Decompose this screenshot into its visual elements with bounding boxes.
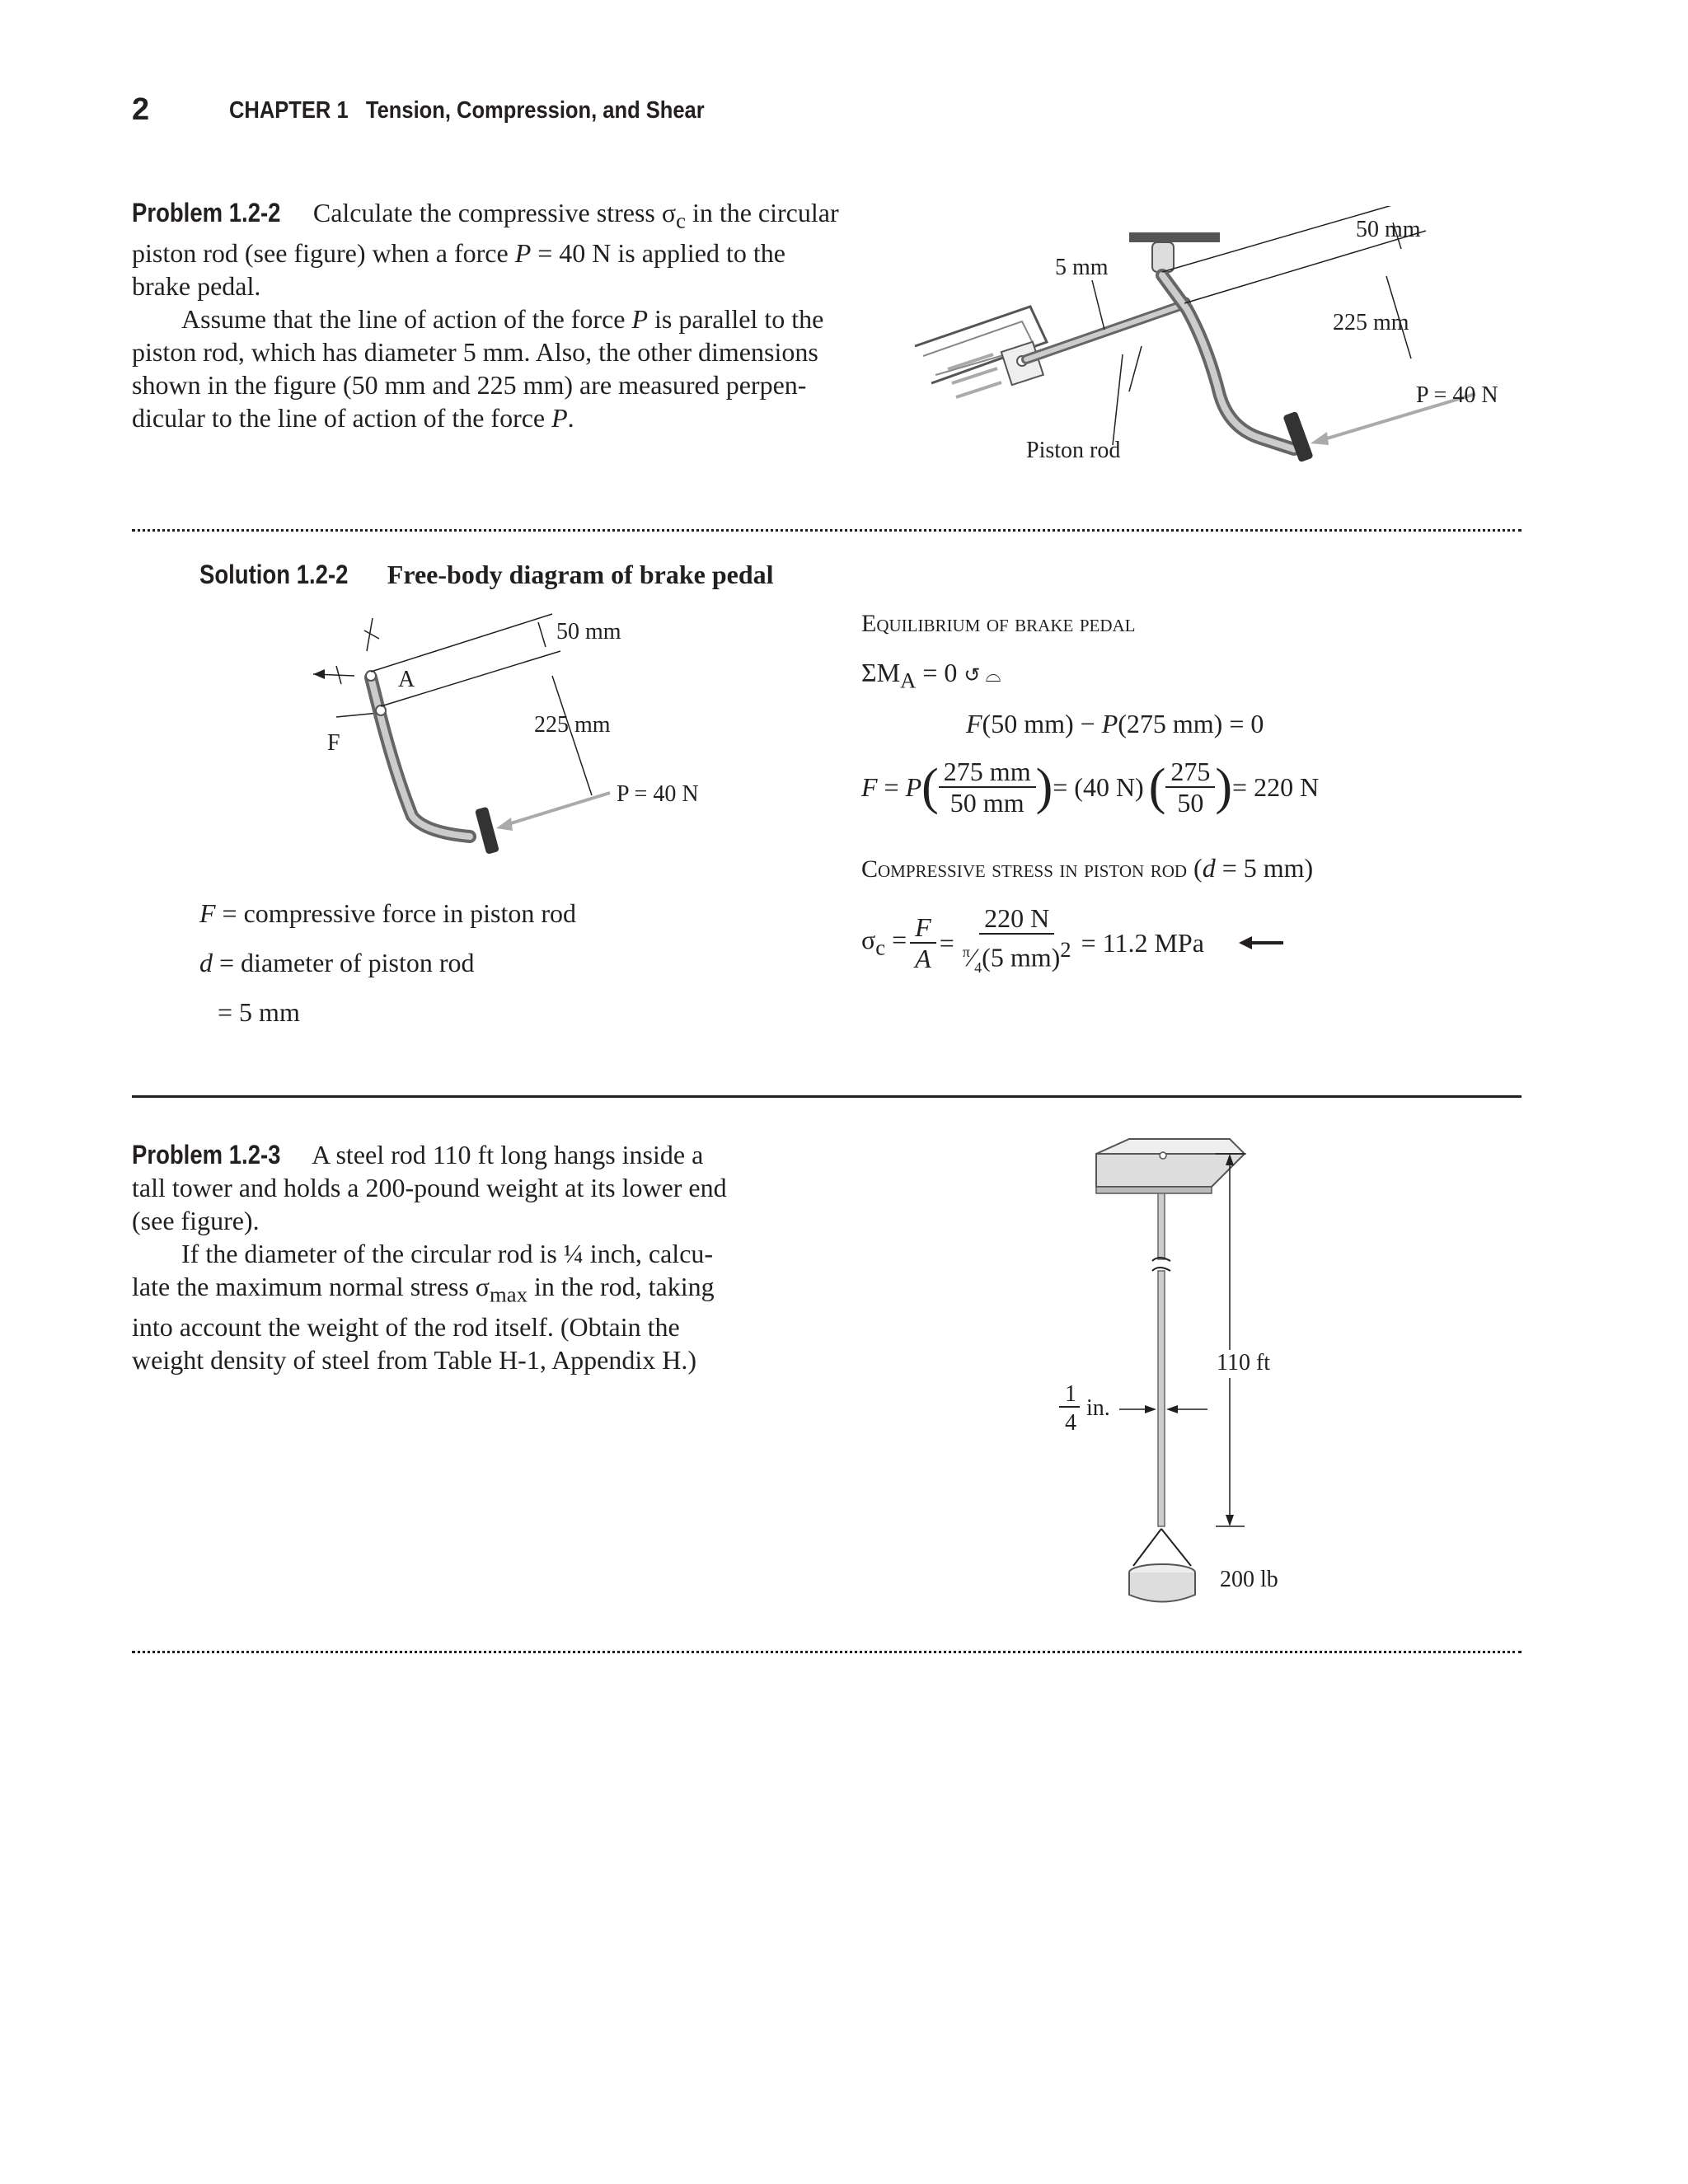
stress-num1: F [910,912,936,944]
support-plate [1096,1154,1245,1187]
problem-text: shown in the figure (50 mm and 225 mm) are measured perpen- [132,370,807,401]
chapter-title: Tension, Compression, and Shear [365,97,705,124]
stress-equation: $\sigma_c$ = $\frac{F}{A}$ = $\frac{220 N}{^\pi⁄_4(5 mm)^2}$ = 11.2 MPa [861,903,1287,982]
moment-equation-2: F(50 mm) − P(275 mm) = 0 [966,709,1264,738]
fbd-pedal-pad [475,807,499,855]
pedal-pad [1282,411,1313,463]
stress-fraction-2 [958,903,1076,982]
definition-d: d = diameter of piston rod [199,948,475,977]
problem-label: Problem 1.2-3 [132,1140,281,1169]
problem-1-2-2 [132,196,898,434]
rod-pin [376,705,386,715]
free-body-diagram [305,610,734,874]
problem-label: Problem 1.2-2 [132,198,281,227]
problem-text: piston rod, which has diameter 5 mm. Also, the other dimensions [132,337,818,368]
problem-text: Assume that the line of action of the force P is parallel to the [181,304,824,335]
steel-rod [1158,1193,1165,1259]
solution-title: Free-body diagram of brake pedal [387,560,774,589]
problem-text: piston rod (see figure) when a force P = 40 N is applied to the [132,238,785,269]
problem-text: late the maximum normal stress $\sigma_{max}$ in the rod, taking [132,1272,715,1307]
diameter-num: 1 [1065,1381,1076,1407]
problem-text: tall tower and holds a 200-pound weight at its lower end [132,1173,727,1202]
ceiling-mount [1129,232,1220,242]
f-eq-num2: 275 [1165,757,1215,788]
force-f-label: F [327,730,340,756]
problem-text: A steel rod 110 ft long hangs inside a [312,1140,704,1169]
brake-pedal-figure [907,206,1533,478]
f-eq-mid: = (40 N) [1053,771,1144,802]
section-divider [132,529,1522,532]
f-eq-den1: 50 mm [950,788,1025,818]
dim-225mm-label: 225 mm [1333,310,1409,335]
problem-text: brake pedal. [132,271,261,302]
point-a-label: A [398,667,415,692]
answer-arrow-icon [1237,933,1287,953]
stress-heading-tail: (d = 5 mm) [1193,853,1314,883]
problem-text: dicular to the line of action of the force P. [132,403,574,434]
f-eq-lhs: F = P [861,771,922,802]
stress-den1: A [915,944,931,974]
force-p-label: P = 40 N [1416,382,1498,408]
problem-text: (see figure). [132,1206,260,1235]
stress-fraction-1 [910,912,936,973]
section-divider-bottom [132,1651,1522,1653]
solution-label: Solution 1.2-2 [199,560,349,589]
chapter-header [229,97,705,124]
problem-text: If the diameter of the circular rod is ¼ inch, calcu- [181,1239,714,1268]
definition-f: F = compressive force in piston rod [199,898,577,928]
f-eq-den2: 50 [1177,788,1204,818]
force-f-arrow [336,713,379,717]
moment-equation [861,658,1001,693]
f-eq-fraction-1 [939,757,1036,818]
f-eq-fraction-2 [1165,757,1215,818]
stress-num2: 220 N [979,903,1054,935]
fbd-50mm-label: 50 mm [556,619,621,644]
moment-sum: $\Sigma M_A = 0$ [861,658,958,693]
equilibrium-heading: Equilibrium of brake pedal [861,610,1136,637]
dim-50mm-label: 50 mm [1356,217,1421,242]
solution-heading [199,558,774,591]
diameter-den: 4 [1065,1410,1076,1436]
fbd-force-p-label: P = 40 N [617,781,699,807]
problem-1-2-3 [132,1138,775,1376]
stress-lhs: $\sigma_c$ = [861,925,907,960]
stress-heading [861,853,1313,883]
dim-5mm-label: 5 mm [1055,255,1109,280]
definitions [199,888,576,1037]
problem-text: weight density of steel from Table H-1, Appendix H.) [132,1345,697,1376]
definition-d-value: = 5 mm [218,997,300,1027]
problem-1-2-2-line [132,196,898,237]
problem-text: into account the weight of the rod itself. (Obtain the [132,1312,680,1343]
page-number: 2 [132,92,150,127]
problem-text: Calculate the compressive stress $\sigma_c$ in the circular [312,198,839,233]
f-eq-num1: 275 mm [939,757,1036,788]
diameter-unit: in. [1086,1395,1110,1421]
moment-sign-icon: ↺ ⌓ [964,665,1001,687]
stress-heading-text: Compressive stress in piston rod [861,855,1188,883]
stress-result: = 11.2 MPa [1081,927,1204,958]
length-label: 110 ft [1217,1350,1271,1376]
problem-divider [132,1095,1522,1098]
piston-rod-label: Piston rod [1026,438,1121,463]
pedal-bracket [1152,242,1174,272]
fbd-225mm-label: 225 mm [534,712,611,738]
chapter-number: CHAPTER 1 [229,97,349,124]
weight-label: 200 lb [1220,1567,1278,1592]
stress-den2: $^\pi⁄_4(5$ mm)$^2$ [962,937,1071,977]
fbd-pedal-arm [371,677,470,837]
hanging-rod-figure [1047,1129,1311,1624]
f-eq-result: = 220 N [1232,771,1320,802]
pivot-a [366,671,376,681]
f-equation: F = P ( $\frac{275 mm}{50 mm}$ ) = (40 N) ( $\frac{275}{50}$ ) = 220 N [861,757,1320,818]
problem-1-2-3-line [132,1138,775,1171]
fbd-force-p-arrow [503,793,610,826]
